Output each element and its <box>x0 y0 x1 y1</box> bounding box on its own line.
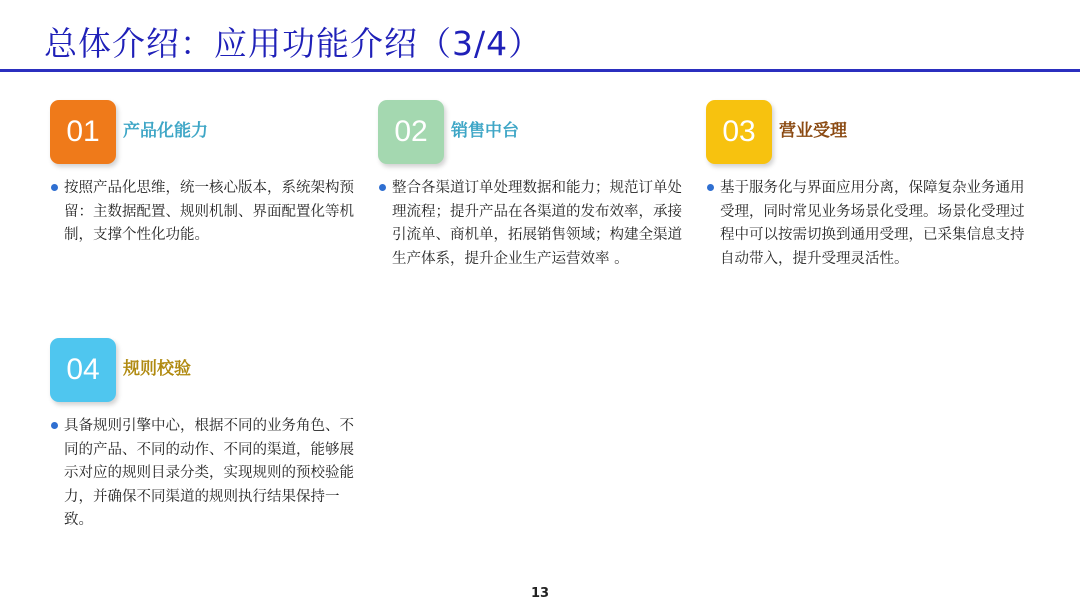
card-number-badge: 04 <box>50 338 116 402</box>
card-number-badge: 03 <box>706 100 772 164</box>
card-heading: 规则校验 <box>123 359 191 379</box>
slide-title: 总体介绍：应用功能介绍（3/4） <box>44 24 543 63</box>
bullet-dot-icon <box>379 184 386 191</box>
card-body <box>50 177 360 248</box>
page-number: 13 <box>530 586 550 601</box>
bullet-dot-icon <box>707 184 714 191</box>
card-body-text: 具备规则引擎中心，根据不同的业务角色、不同的产品、不同的动作、不同的渠道，能够展示对应的规则目录分类，实现规则的预校验能力，并确保不同渠道的规则执行结果保持一致。 <box>64 418 354 528</box>
bullet-dot-icon <box>51 184 58 191</box>
card-body-text: 基于服务化与界面应用分离，保障复杂业务通用受理，同时常见业务场景化受理。场景化受理过程中可以按需切换到通用受理，已采集信息支持自动带入，提升受理灵活性。 <box>720 180 1025 267</box>
card-heading: 销售中台 <box>451 121 519 141</box>
card-heading: 营业受理 <box>779 121 847 141</box>
card-body <box>50 415 360 533</box>
bullet-dot-icon <box>51 422 58 429</box>
card-body <box>378 177 688 271</box>
card-heading: 产品化能力 <box>123 121 208 141</box>
card-body-text: 整合各渠道订单处理数据和能力；规范订单处理流程；提升产品在各渠道的发布效率，承接引流单、商机单，拓展销售领域；构建全渠道生产体系，提升企业生产运营效率 。 <box>392 180 682 267</box>
card-number-badge: 01 <box>50 100 116 164</box>
card-number-badge: 02 <box>378 100 444 164</box>
title-divider <box>0 69 1080 72</box>
card-body-text: 按照产品化思维，统一核心版本，系统架构预留：主数据配置、规则机制、界面配置化等机制，支撑个性化功能。 <box>64 180 354 243</box>
card-body <box>706 177 1036 271</box>
